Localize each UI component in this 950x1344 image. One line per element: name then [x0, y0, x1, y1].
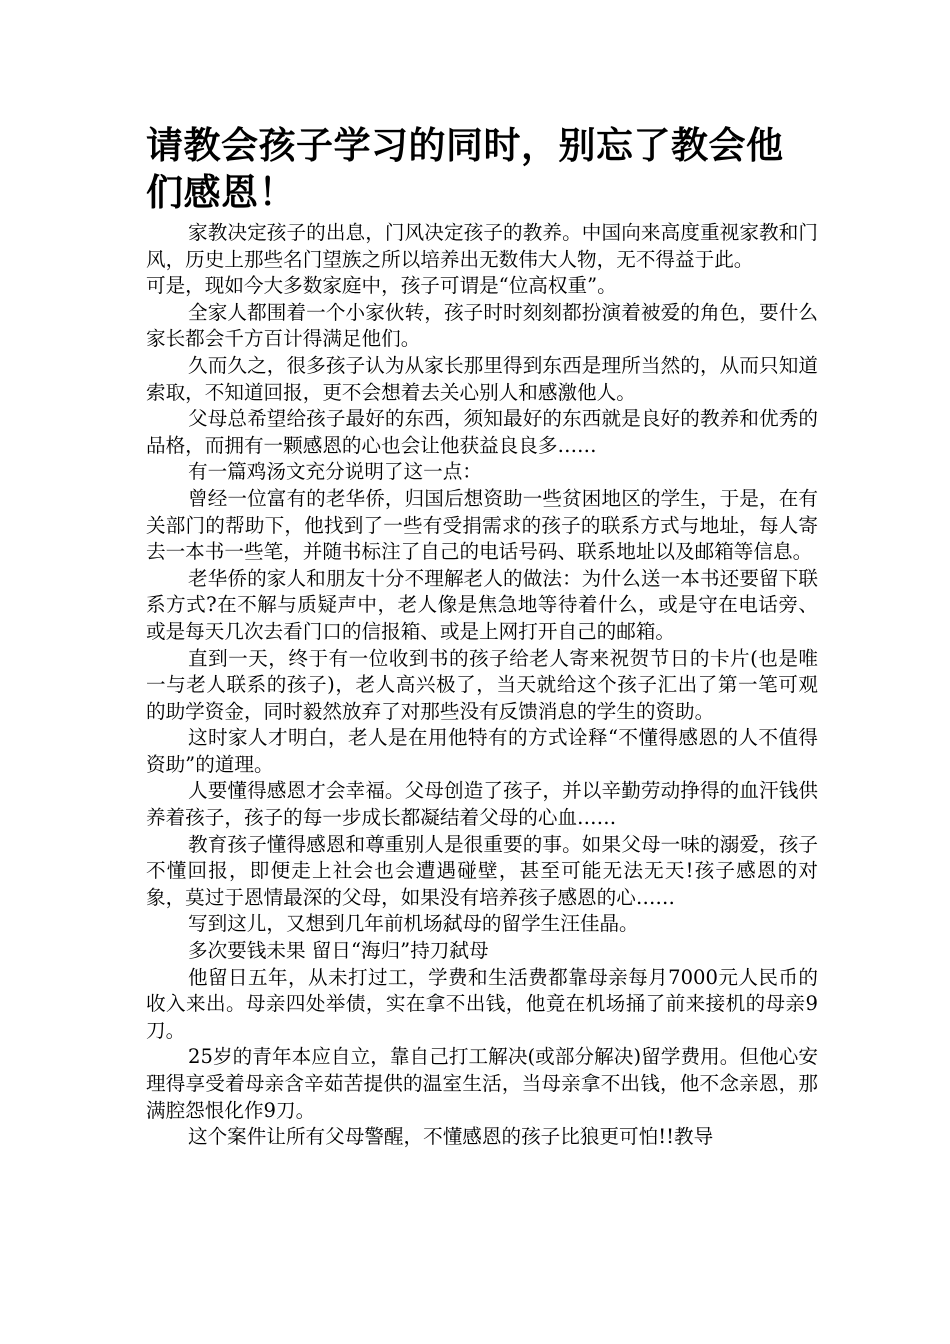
paragraph: 写到这儿，又想到几年前机场弑母的留学生汪佳晶。: [188, 912, 639, 936]
paragraph: 他留日五年，从未打过工，学费和生活费都靠母亲每月7000元人民币的收入来出。母亲四处举债，实在拿不出钱，他竟在机场捅了前来接机的母亲9刀。: [146, 965, 818, 1042]
paragraph: 直到一天，终于有一位收到书的孩子给老人寄来祝贺节日的卡片(也是唯一与老人联系的孩子)，老人高兴极了，当天就给这个孩子汇出了第一笔可观的助学资金，同时毅然放弃了对那些没有反馈消息的学生的资助。: [146, 646, 818, 723]
paragraph: 老华侨的家人和朋友十分不理解老人的做法：为什么送一本书还要留下联系方式?在不解与质疑声中，老人像是焦急地等待着什么，或是守在电话旁、或是每天几次去看门口的信报箱、或是上网打开自己的邮箱。: [146, 566, 818, 643]
paragraph: 教育孩子懂得感恩和尊重别人是很重要的事。如果父母一味的溺爱，孩子不懂回报，即便走上社会也会遭遇碰壁，甚至可能无法无天!孩子感恩的对象，莫过于恩情最深的父母，如果没有培养孩子感恩的心……: [146, 832, 818, 909]
paragraph: 父母总希望给孩子最好的东西，须知最好的东西就是良好的教养和优秀的品格，而拥有一颗感恩的心也会让他获益良良多……: [146, 407, 818, 457]
article-title: 请教会孩子学习的同时，别忘了教会他们感恩！: [146, 124, 784, 214]
paragraph: 这时家人才明白，老人是在用他特有的方式诠释“不懂得感恩的人不值得资助”的道理。: [146, 726, 818, 776]
paragraph: 曾经一位富有的老华侨，归国后想资助一些贫困地区的学生，于是，在有关部门的帮助下，他找到了一些有受捐需求的孩子的联系方式与地址，每人寄去一本书一些笔，并随书标注了自己的电话号码、联系地址以及邮箱等信息。: [146, 486, 818, 564]
paragraph: 可是，现如今大多数家庭中，孩子可谓是“位高权重”。: [146, 274, 617, 298]
paragraph: 人要懂得感恩才会幸福。父母创造了孩子，并以辛勤劳动挣得的血汗钱供养着孩子，孩子的每一步成长都凝结着父母的心血……: [146, 779, 818, 830]
paragraph: 这个案件让所有父母警醒，不懂感恩的孩子比狼更可怕!!教导: [188, 1125, 714, 1149]
paragraph: 全家人都围着一个小家伙转，孩子时时刻刻都扮演着被爱的角色，要什么家长都会千方百计得满足他们。: [146, 300, 818, 351]
document-page: [146, 122, 818, 1151]
paragraph: 久而久之，很多孩子认为从家长那里得到东西是理所当然的，从而只知道索取，不知道回报，更不会想着去关心别人和感激他人。: [146, 353, 818, 404]
paragraph: 25岁的青年本应自立，靠自己打工解决(或部分解决)留学费用。但他心安理得享受着母亲含辛茹苦提供的温室生活，当母亲拿不出钱，他不念亲恩，那满腔怨恨化作9刀。: [146, 1045, 818, 1122]
article-body: [146, 220, 818, 1151]
subheading: 多次要钱未果 留日“海归”持刀弑母: [188, 939, 489, 963]
paragraph: 家教决定孩子的出息，门风决定孩子的教养。中国向来高度重视家教和门风，历史上那些名门望族之所以培养出无数伟大人物，无不得益于此。: [146, 221, 818, 271]
paragraph: 有一篇鸡汤文充分说明了这一点：: [188, 460, 482, 484]
